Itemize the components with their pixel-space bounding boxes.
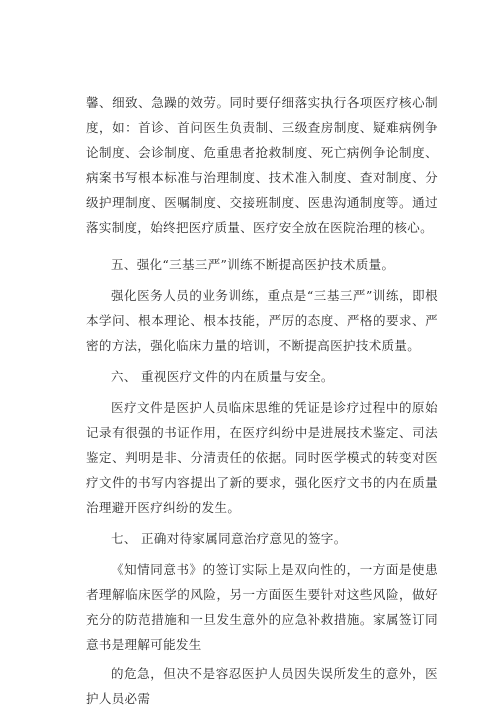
heading-section-6: 六、 重视医疗文件的内在质量与安全。	[111, 369, 334, 384]
heading-section-7: 七、 正确对待家属同意治疗意见的签字。	[111, 531, 347, 546]
spacer	[86, 240, 438, 246]
paragraph-informed-consent: 《知情同意书》的签订实际上是双向性的，一方面是使患者理解临床医学的风险，另一方面医生要针对这些风险，做好充分的防范措施和一旦发生意外的应急补救措施。家属签订同意书是理解可能发生	[86, 562, 438, 652]
document-body	[86, 90, 438, 711]
paragraph-core-systems: 馨、细致、急躁的效劳。同时要仔细落实执行各项医疗核心制度，如：首诊、首问医生负责制、三级查房制度、疑难病例争论制度、会诊制度、危重患者抢救制度、死亡病例争论制度、病案书写根本标准与治理制度、技术准入制度、查对制度、分级护理制度、医嘱制度、交接班制度、医患沟通制度等。通过落实制度，始终把医疗质量、医疗安全放在医院治理的核心。	[86, 95, 438, 235]
paragraph-medical-documents: 医疗文件是医护人员临床思维的凭证是诊疗过程中的原始记录有很强的书证作用，在医疗纠纷中是进展技术鉴定、司法鉴定、判明是非、分清责任的依据。同时医学模式的转变对医疗文件的书写内容提出了新的要求，强化医疗文书的内在质量治理避开医疗纠纷的发生。	[86, 400, 438, 515]
heading-section-5: 五、强化“三基三严”训练不断提高医护技术质量。	[111, 257, 395, 272]
paragraph-three-basics: 强化医务人员的业务训练，重点是“三基三严”训练，即根本学问、根本理论、根本技能，严厉的态度、严格的要求、严密的方法，强化临床力量的培训，不断提高医护技术质量。	[86, 288, 438, 353]
paragraph-consent-continued: 的危急，但决不是容忍医护人员因失误所发生的意外，医护人员必需	[86, 666, 438, 706]
